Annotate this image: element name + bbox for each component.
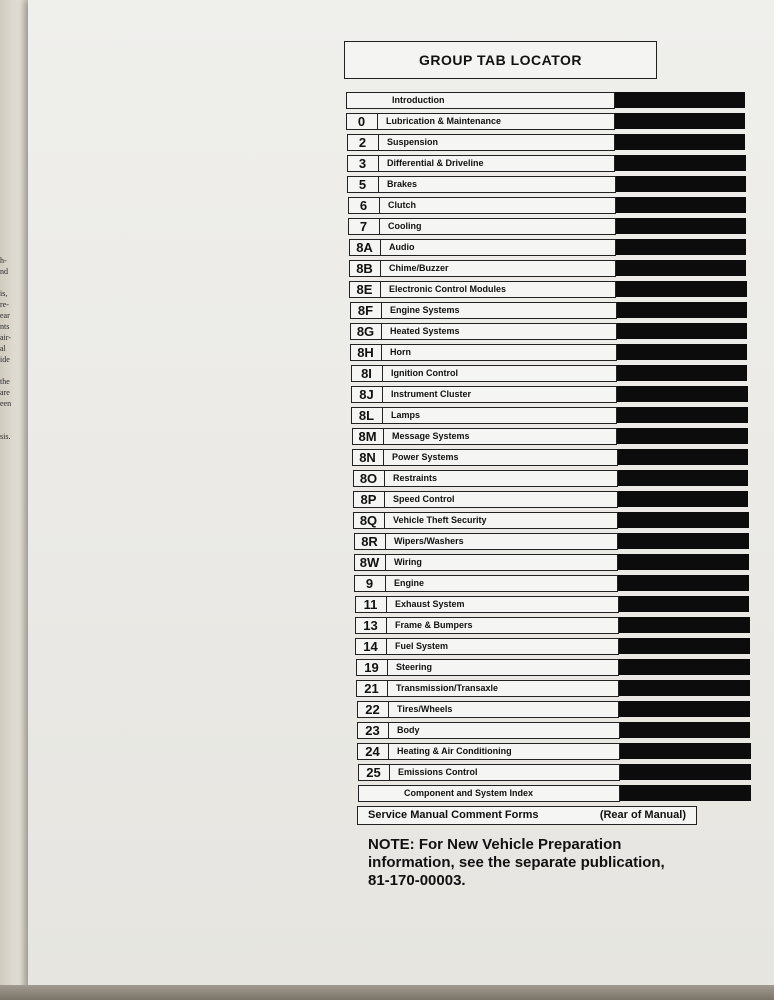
black-tab-marker — [618, 680, 750, 696]
black-tab-marker — [616, 407, 748, 423]
tab-row — [348, 218, 746, 236]
black-tab-marker — [617, 449, 748, 465]
black-tab-marker — [614, 134, 745, 150]
tab-code: 5 — [347, 176, 379, 193]
tab-name: Emissions Control — [398, 767, 478, 777]
tab-row — [351, 407, 748, 425]
tab-name: Ignition Control — [391, 368, 458, 378]
black-tab-marker — [614, 113, 745, 129]
tab-code: 8W — [354, 554, 386, 571]
tab-name: Restraints — [393, 473, 438, 483]
tab-code: 7 — [348, 218, 380, 235]
black-tab-marker — [618, 701, 750, 717]
left-page-fragment: al — [0, 344, 6, 353]
black-tab-marker — [616, 386, 748, 402]
tab-name: Lamps — [391, 410, 421, 420]
tab-code: 8Q — [353, 512, 385, 529]
tab-row — [358, 764, 751, 782]
tab-row — [353, 512, 749, 530]
tab-name: Clutch — [388, 200, 416, 210]
tab-name: Chime/Buzzer — [389, 263, 449, 273]
tab-name: Message Systems — [392, 431, 470, 441]
tab-name: Wiring — [394, 557, 422, 567]
tab-name: Tires/Wheels — [397, 704, 453, 714]
tab-name: Lubrication & Maintenance — [386, 116, 502, 126]
comment-forms-location: (Rear of Manual) — [599, 809, 686, 821]
tab-code: 8I — [351, 365, 383, 382]
tab-code: 8N — [352, 449, 384, 466]
black-tab-marker — [614, 92, 745, 108]
tab-code: 8F — [350, 302, 382, 319]
tab-row — [356, 659, 750, 677]
black-tab-marker — [616, 344, 747, 360]
black-tab-marker — [615, 239, 746, 255]
tab-row — [351, 365, 747, 383]
tab-name: Introduction — [392, 95, 445, 105]
group-tab-locator-title: GROUP TAB LOCATOR — [344, 41, 657, 79]
left-page-fragment: ear — [0, 311, 10, 320]
tab-code: 9 — [354, 575, 386, 592]
tab-code: 8M — [352, 428, 384, 445]
left-page-fragment — [0, 409, 14, 420]
tab-name: Power Systems — [392, 452, 459, 462]
black-tab-marker — [617, 491, 748, 507]
black-tab-marker — [618, 638, 750, 654]
left-page-fragment: re- — [0, 300, 9, 309]
tab-row — [346, 113, 745, 131]
tab-row — [347, 155, 746, 173]
tab-name: Wipers/Washers — [394, 536, 464, 546]
tab-code: 0 — [346, 113, 378, 130]
tab-code: 2 — [347, 134, 379, 151]
tab-name: Heated Systems — [390, 326, 460, 336]
black-tab-marker — [617, 533, 749, 549]
black-tab-marker — [619, 764, 751, 780]
black-tab-marker — [616, 302, 747, 318]
black-tab-marker — [617, 470, 748, 486]
tab-row — [353, 470, 748, 488]
tab-row — [357, 743, 751, 761]
tab-row — [350, 323, 747, 341]
left-page-fragment: h- — [0, 256, 7, 265]
tab-name: Audio — [389, 242, 415, 252]
tab-name: Brakes — [387, 179, 418, 189]
tab-name: Vehicle Theft Security — [393, 515, 487, 525]
left-page-fragment: nd — [0, 267, 8, 276]
tab-row — [355, 638, 750, 656]
black-tab-marker — [615, 176, 746, 192]
tab-code: 8R — [354, 533, 386, 550]
tab-code: 8E — [349, 281, 381, 298]
tab-name: Frame & Bumpers — [395, 620, 473, 630]
left-page-fragment: een — [0, 399, 12, 408]
tab-name: Engine Systems — [390, 305, 460, 315]
tab-row — [352, 449, 748, 467]
tab-row — [351, 386, 748, 404]
tab-name: Steering — [396, 662, 433, 672]
tab-code: 24 — [357, 743, 389, 760]
black-tab-marker — [618, 659, 750, 675]
tab-name: Heating & Air Conditioning — [397, 746, 512, 756]
left-page-fragment: are — [0, 388, 10, 397]
left-page-fragment — [0, 420, 14, 431]
black-tab-marker — [615, 218, 746, 234]
tab-code: 8O — [353, 470, 385, 487]
left-page-fragment: is, — [0, 289, 8, 298]
tab-code: 11 — [355, 596, 387, 613]
tab-code: 25 — [358, 764, 390, 781]
tab-row — [347, 176, 746, 194]
tab-code: 8A — [349, 239, 381, 256]
tab-row — [354, 554, 749, 572]
left-page-fragment: air- — [0, 333, 11, 342]
tab-row — [350, 344, 747, 362]
tab-row — [350, 302, 747, 320]
tab-code: 8G — [350, 323, 382, 340]
black-tab-marker — [616, 323, 747, 339]
tab-code: 6 — [348, 197, 380, 214]
preparation-note: NOTE: For New Vehicle Preparation information, see the separate publication, 81-170-00003. — [368, 836, 665, 889]
tab-row — [356, 680, 750, 698]
tab-name: Transmission/Transaxle — [396, 683, 499, 693]
tab-name: Speed Control — [393, 494, 455, 504]
tab-code: 3 — [347, 155, 379, 172]
black-tab-marker — [617, 575, 749, 591]
tab-code: 21 — [356, 680, 388, 697]
tab-code: 23 — [357, 722, 389, 739]
tab-code: 22 — [357, 701, 389, 718]
tab-label-box — [346, 92, 615, 109]
tab-name: Differential & Driveline — [387, 158, 484, 168]
left-page-fragment: ide — [0, 355, 10, 364]
tab-row — [349, 281, 747, 299]
tab-name: Component and System Index — [404, 788, 534, 798]
tab-name: Suspension — [387, 137, 439, 147]
comment-forms-box — [357, 806, 697, 825]
tab-row — [347, 134, 745, 152]
comment-forms-label: Service Manual Comment Forms — [368, 809, 539, 821]
left-page-fragment: sis. — [0, 432, 11, 441]
tab-row — [357, 722, 750, 740]
tab-row — [352, 428, 748, 446]
tab-name: Exhaust System — [395, 599, 465, 609]
tab-code: 8J — [351, 386, 383, 403]
black-tab-marker — [615, 260, 746, 276]
black-tab-marker — [615, 197, 746, 213]
tab-name: Engine — [394, 578, 425, 588]
tab-code: 8P — [353, 491, 385, 508]
tab-code: 19 — [356, 659, 388, 676]
tab-row — [355, 617, 750, 635]
tab-code: 13 — [355, 617, 387, 634]
tab-name: Horn — [390, 347, 411, 357]
tab-row — [358, 785, 751, 803]
black-tab-marker — [619, 785, 751, 801]
tab-code: 8B — [349, 260, 381, 277]
tab-name: Body — [397, 725, 420, 735]
black-tab-marker — [618, 596, 749, 612]
black-tab-marker — [619, 722, 750, 738]
tab-row — [348, 197, 746, 215]
black-tab-marker — [616, 428, 748, 444]
tab-code: 8H — [350, 344, 382, 361]
black-tab-marker — [617, 554, 749, 570]
tab-row — [354, 533, 749, 551]
tab-name: Instrument Cluster — [391, 389, 472, 399]
tab-row — [355, 596, 749, 614]
tab-row — [346, 92, 745, 110]
black-tab-marker — [615, 281, 747, 297]
tab-row — [353, 491, 748, 509]
left-page-fragment: nts — [0, 322, 10, 331]
left-page-fragment — [0, 277, 14, 288]
black-tab-marker — [619, 743, 751, 759]
black-tab-marker — [618, 617, 750, 633]
left-page-fragment: the — [0, 377, 10, 386]
tab-row — [354, 575, 749, 593]
black-tab-marker — [614, 155, 746, 171]
left-page-fragment — [0, 365, 14, 376]
tab-name: Electronic Control Modules — [389, 284, 507, 294]
tab-row — [349, 239, 746, 257]
tab-name: Cooling — [388, 221, 422, 231]
tab-row — [357, 701, 750, 719]
black-tab-marker — [617, 512, 749, 528]
black-tab-marker — [616, 365, 747, 381]
page-bottom-shadow — [0, 985, 774, 1000]
left-page-text-fragments — [0, 255, 14, 442]
tab-row — [349, 260, 746, 278]
tab-code: 14 — [355, 638, 387, 655]
tab-code: 8L — [351, 407, 383, 424]
tab-name: Fuel System — [395, 641, 449, 651]
